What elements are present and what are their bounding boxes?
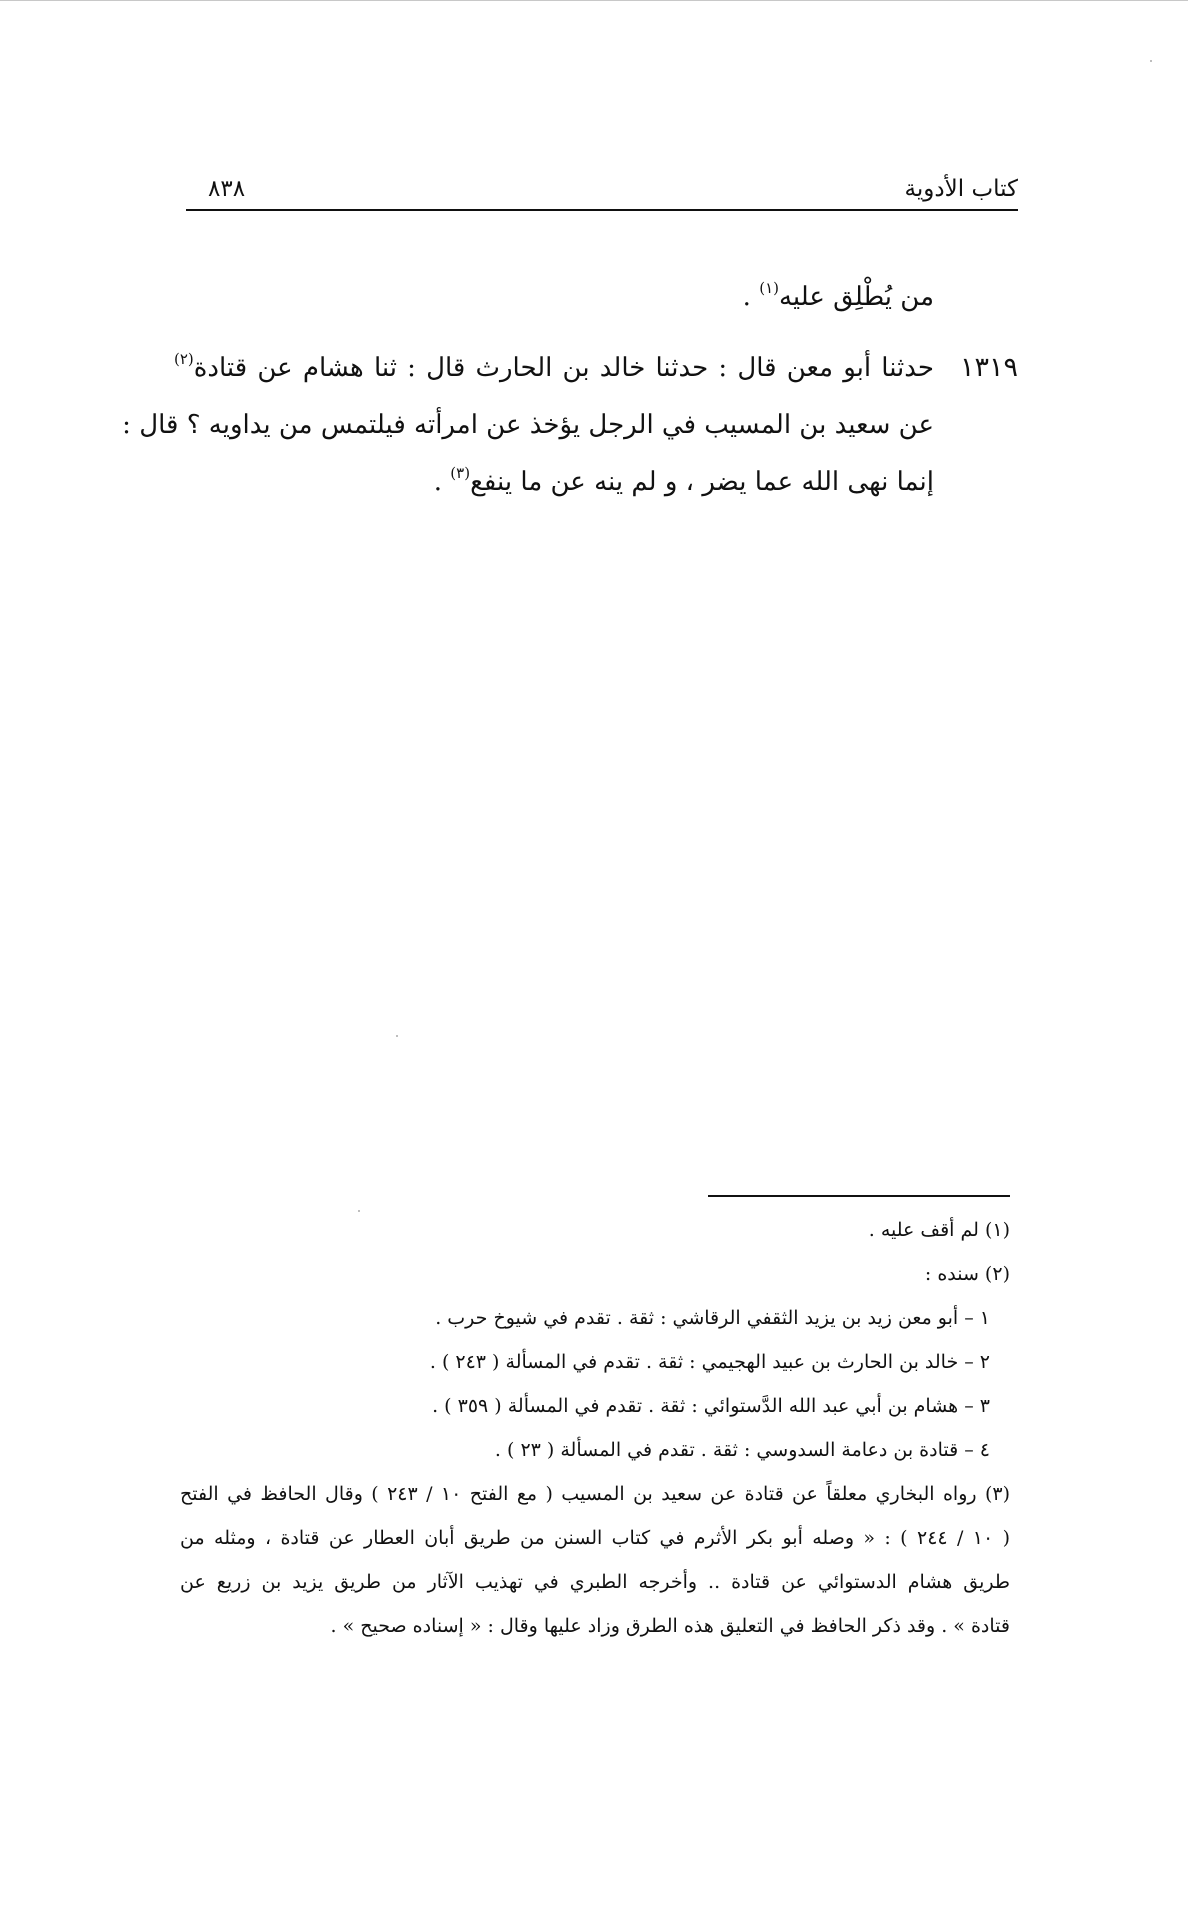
- footnote-3-line: ( ١٠ / ٢٤٤ ) : « وصله أبو بكر الأثرم في كتاب السنن من طريق أبان العطار عن قتادة ، ومثله من: [180, 1527, 1010, 1549]
- footnote-2-item: ١ – أبو معن زيد بن يزيد الثقفي الرقاشي : ثقة . تقدم في شيوخ حرب .: [435, 1307, 990, 1329]
- entry-number: ١٣١٩: [959, 352, 1018, 383]
- footnote-ref-3: (٣): [450, 464, 471, 482]
- entry-line-1-text: حدثنا أبو معن قال : حدثنا خالد بن الحارث قال : ثنا هشام عن قتادة: [193, 353, 934, 383]
- footnote-1: (١) لم أقف عليه .: [868, 1219, 1010, 1241]
- running-head: [186, 172, 1018, 212]
- scan-speck: [358, 1210, 360, 1212]
- footnote-2-item: ٤ – قتادة بن دعامة السدوسي : ثقة . تقدم في المسألة ( ٢٣ ) .: [494, 1439, 990, 1461]
- footnote-3-line: طريق هشام الدستوائي عن قتادة .. وأخرجه الطبري في تهذيب الآثار من طريق يزيد بن زريع عن: [180, 1571, 1010, 1593]
- footnote-ref-1: (١): [759, 279, 779, 297]
- continuation-end: .: [742, 282, 760, 312]
- page-number: ٨٣٨: [208, 176, 246, 202]
- scan-speck: [396, 1035, 398, 1037]
- continuation-line: [743, 272, 934, 322]
- running-title: كتاب الأدوية: [904, 176, 1018, 202]
- continuation-text: من يُطْلِق عليه: [778, 282, 934, 312]
- entry-line-3-text: إنما نهى الله عما يضر ، و لم ينه عن ما ينفع: [470, 467, 934, 497]
- footnote-2-head: (٢) سنده :: [924, 1263, 1010, 1285]
- scan-speck: [1150, 60, 1152, 62]
- entry-line-3: [434, 457, 934, 507]
- entry-line-1: [174, 343, 934, 393]
- footnote-rule: [708, 1195, 1010, 1197]
- footnote-2-item: ٢ – خالد بن الحارث بن عبيد الهجيمي : ثقة . تقدم في المسألة ( ٢٤٣ ) .: [429, 1351, 990, 1373]
- header-rule: [186, 209, 1018, 211]
- footnote-3-line: (٣) رواه البخاري معلقاً عن قتادة عن سعيد بن المسيب ( مع الفتح ١٠ / ٢٤٣ ) وقال الحافظ في الفتح: [180, 1483, 1010, 1505]
- entry-line-2: عن سعيد بن المسيب في الرجل يؤخذ عن امرأته فيلتمس من يداويه ؟ قال :: [122, 410, 934, 440]
- footnote-3-line: قتادة » . وقد ذكر الحافظ في التعليق هذه الطرق وزاد عليها وقال : « إسناده صحيح » .: [330, 1615, 1010, 1637]
- footnote-ref-2: (٢): [174, 350, 194, 368]
- entry-line-3-end: .: [433, 467, 451, 497]
- page-top-edge: [0, 0, 1188, 1]
- footnote-2-item: ٣ – هشام بن أبي عبد الله الدَّستوائي : ثقة . تقدم في المسألة ( ٣٥٩ ) .: [432, 1395, 990, 1417]
